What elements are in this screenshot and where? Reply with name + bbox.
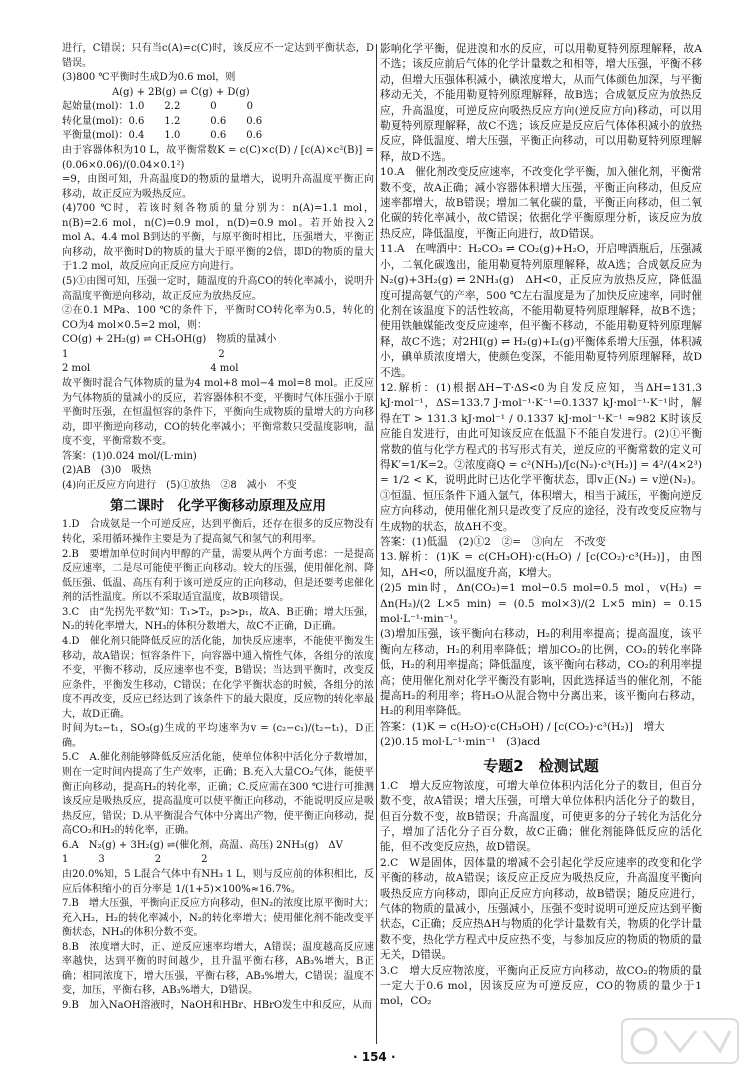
- left-column: [62, 42, 374, 1014]
- left-paragraph-14: 故平衡时混合气体物质的量为4 mol+8 mol−4 mol=8 mol。正反应为气体物质的量减小的反应，若容器体积不变，平衡时气体压强小于原平衡时压强，在恒温恒容的条件下，平衡向生成物质的量增大的方向移动，即平衡逆向移动，CO的转化率减小；平衡常数只受温度影响，温度不变，平衡常数不变。: [62, 377, 374, 448]
- left-paragraph-8: (4)700 ℃时，若该时刻各物质的量分别为：n(A)=1.1 mol，n(B)=2.6 mol，n(C)=0.9 mol，n(D)=0.9 mol。若开始投入2 mol A、4.4 mol B到达的平衡，与原平衡时相比，压强增大，平衡正向移动，故平衡时D的物质的量大于原平衡的2倍，即D的物质的量大于1.2 mol，故反应向正反应方向进行。: [62, 203, 374, 273]
- left-paragraph-10: ②在0.1 MPa、100 ℃的条件下，平衡时CO转化率为0.5，转化的CO为4 mol×0.5=2 mol，则：: [62, 305, 374, 331]
- left-paragraph-9: (5)①由图可知，压强一定时，随温度的升高CO的转化率减小，说明升高温度平衡逆向移动，故正反应为放热反应。: [62, 276, 374, 302]
- left-answer-paragraph-8: 由20.0%知，5 L混合气体中有NH₃ 1 L，则与反应前的体积相比，反应后体积缩小的百分率是 1/(1+5)×100%≈16.7%。: [62, 868, 374, 895]
- right-answer-paragraph-2: 3.C 增大反应物浓度，平衡向正反应方向移动，故CO₂的物质的量一定大于0.6 mol，因该反应为可逆反应，CO的物质的量少于1 mol，CO₂: [380, 964, 702, 1008]
- right-paragraph-8: 答案：(1)K = c(H₂O)·c(CH₃OH) / [c(CO₂)·c³(H₂)] 增大: [380, 720, 665, 733]
- right-paragraph-2: 11.A 在啤酒中：H₂CO₃ ⇌ CO₂(g)+H₂O，开启啤酒瓶后，压强减小，二氧化碳逸出，能用勒夏特列原理解释，故A选；合成氨反应为N₂(g)+3H₂(g) ⇌ 2NH₃(g) ΔH<0，正反应为放热反应，降低温度可提高氨气的产率，500 ℃左右温度是为了加快反应速率，同时催化剂在该温度下的活性较高，不能用勒夏特列原理解释，故B不选；使用铁触媒能改变反应速率，但平衡不移动，不能用勒夏特列原理解释，故C不选；对2HI(g) ⇌ H₂(g)+I₂(g)平衡体系增大压强，体积减小，碘单质浓度增大，使颜色变深，不能用勒夏特列原理解释，故D不选。: [380, 243, 702, 379]
- left-paragraph-7: =9，由图可知，升高温度D的物质的量增大，说明升高温度平衡正向移动，故正反应为吸热反应。: [62, 174, 374, 200]
- right-answers: [380, 779, 702, 1010]
- left-answer-paragraph-6: 6.A N₂(g) + 3H₂(g) ⇌(催化剂，高温、高压) 2NH₃(g) ΔV: [62, 839, 343, 851]
- left-answer-paragraph-11: 9.B 加入NaOH溶液时，NaOH和HBr、HBrO发生中和反应，从而: [62, 1000, 373, 1011]
- right-paragraph-0: 影响化学平衡，促进溴和水的反应，可以用勒夏特列原理解释，故A不选；该反应前后气体的化学计量数之和相等，增大压强，平衡不移动，但增大压强体积减小，碘浓度增大，从而气体颜色加深，与平衡移动无关，不能用勒夏特列原理解释，故B选；合成氨反应为放热反应，升高温度，可逆反应向吸热反应方向(逆反应方向)移动，可以用勒夏特列原理解释，故C不选；该反应是反应后气体体积减小的放热反应，降低温度、增大压强，平衡正向移动，可以用勒夏特列原理解释，故D不选。: [380, 43, 702, 163]
- right-answer-paragraph-1: 2.C W是固体，因体量的增减不会引起化学反应速率的改变和化学平衡的移动，故A错误；该反应正反应为吸热反应，升高温度平衡向吸热反应方向移动，即向正反应方向移动，故B错误；随反应进行，气体的物质的量减小，压强减小，压强不变时说明可逆反应达到平衡状态，C正确；反应热ΔH与物质的化学计量数有关，物质的化学计量数不变，热化学方程式中反应热不变，与参加反应的物质的物质的量无关，D错误。: [380, 856, 702, 962]
- left-paragraph-12: 1 2: [62, 348, 225, 360]
- left-answer-paragraph-7: 1 3 2 2: [62, 854, 208, 866]
- left-answer-paragraph-4: 时间为t₂−t₁，SO₃(g)生成的平均速率为v = (c₂−c₁)/(t₂−t₁)，D正确。: [62, 723, 374, 749]
- left-paragraph-17: (4)向正反应方向进行 (5)①放热 ②8 减小 不变: [62, 479, 297, 491]
- left-answer-paragraph-1: 2.B 要增加单位时间内甲醇的产量，需要从两个方面考虑：一是提高反应速率，二是尽可能使平衡正向移动。较大的压强，使用催化剂、降低压强、低温、高压有利于该可逆反应的正向移动，但是还要考虑催化剂的活性温度。所以不采取适宜温度，故B项错误。: [62, 548, 374, 604]
- right-paragraphs: [380, 42, 702, 751]
- chapter-test-heading: 专题2 检测试题: [483, 756, 599, 775]
- right-paragraph-5: 13.解析：(1)K = c(CH₃OH)·c(H₂O) / [c(CO₂)·c³(H₂)]，由图知，ΔH<0，所以温度升高，K增大。: [380, 551, 702, 579]
- watermark-logo: [620, 1015, 740, 1067]
- lesson-heading: 第二课时 化学平衡移动原理及应用: [110, 498, 326, 515]
- left-paragraph-16: (2)AB (3)0 吸热: [62, 465, 152, 477]
- left-paragraph-6: 由于容器体积为10 L，故平衡常数K = c(C)×c(D) / [c(A)×c²(B)] = (0.06×0.06)/(0.04×0.1²): [62, 144, 374, 171]
- page-number: · 154 ·: [353, 1050, 396, 1064]
- right-answer-paragraph-0: 1.C 增大反应物浓度，可增大单位体积内活化分子的数目，但百分数不变，故A错误；增大压强，可增大单位体积内活化分子的数目，但百分数不变，故B错误；升高温度，可使更多的分子转化为活化分子，增加了活化分子百分数，故C正确；催化剂能降低反应的活化能，但不改变反应热，故D错误。: [380, 779, 702, 854]
- left-answer-paragraph-5: 5.C A.催化剂能够降低反应活化能，使单位体积中活化分子数增加，则在一定时间内提高了生产效率，正确；B.充入大量CO₂气体，能使平衡正向移动，提高H₂的转化率，正确；C.反应需在300 ℃进行可推测该反应是吸热反应，提高温度可以使平衡正向移动，不能说明反应是吸热反应，错误；D.从平衡混合气体中分离出产物，使平衡正向移动，提高CO₂和H₂的转化率，正确。: [62, 752, 374, 837]
- right-paragraph-4: 答案：(1)低温 (2)①2 ②= ③向左 不改变: [380, 536, 606, 548]
- right-paragraph-3: 12.解析：(1)根据ΔH−T·ΔS<0为自发反应知，当ΔH=131.3 kJ·mol⁻¹，ΔS=133.7 J·mol⁻¹·K⁻¹=0.1337 kJ·mol⁻¹·K⁻¹时，解得在T > 131.3 kJ·mol⁻¹ / 0.1337 kJ·mol⁻¹·K⁻¹ ≈982 K时该反应能自发进行，由此可知该反应在低温下不能自发进行。(2)①平衡常数的值与化学方程式的书写形式有关，逆反应的平衡常数的定义可得K′=1/K=2。②浓度商Q = c²(NH₃)/[c(N₂)·c³(H₂)] = 4²/(4×2³) = 1/2 < K，说明此时已达化学平衡状态，即v正(N₂) = v逆(N₂)。③恒温、恒压条件下通入氩气，体积增大，相当于减压，平衡向逆反应方向移动，使用催化剂只是改变了反应的途径，没有改变反应物与生成物的状态，故ΔH不变。: [380, 381, 702, 533]
- left-paragraph-13: 2 mol 4 mol: [62, 363, 239, 375]
- right-column: [380, 42, 702, 1010]
- left-paragraph-4: 转化量(mol)：0.6 1.2 0.6 0.6: [62, 115, 263, 127]
- left-paragraphs: [62, 42, 374, 493]
- left-paragraph-0: 进行，C错误；只有当c(A)=c(C)时，该反应不一定达到平衡状态，D错误。: [62, 43, 374, 69]
- right-paragraph-7: (3)增加压强，该平衡向右移动，H₂的利用率提高；提高温度，该平衡向左移动，H₂的利用率降低；增加CO₂的比例，CO₂的转化率降低，H₂的利用率提高；降低温度，该平衡向右移动，CO₂的利用率提高；使用催化剂对化学平衡没有影响，因此选择适当的催化剂，不能提高H₂的利用率；将H₂O从混合物中分离出来，该平衡向右移动，H₂的利用率降低。: [380, 628, 702, 718]
- left-paragraph-11: CO(g) + 2H₂(g) ⇌ CH₃OH(g) 物质的量减小: [62, 334, 277, 346]
- left-answer-paragraph-2: 3.C 由“先拐先平数”知：T₁>T₂，p₂>p₁，故A、B正确；增大压强，N₂的转化率增大，NH₃的体积分数增大，故C不正确，D正确。: [62, 606, 374, 633]
- left-paragraph-3: 起始量(mol)：1.0 2.2 0 0: [62, 101, 254, 113]
- left-answer-paragraph-0: 1.D 合成氨是一个可逆反应，达到平衡后，还存在很多的反应物没有转化，采用循环操作主要是为了提高氮气和氢气的利用率。: [62, 519, 374, 545]
- left-paragraph-1: (3)800 ℃平衡时生成D为0.6 mol，则: [62, 72, 236, 84]
- right-paragraph-1: 10.A 催化剂改变反应速率，不改变化学平衡，加入催化剂，平衡常数不变，故A正确；减小容器体积增大压强，平衡正向移动，但反应速率都增大，故B错误；增加二氧化碳的量，平衡正向移动，但二氧化碳的转化率减小，故C错误；依据化学平衡原理分析，该反应为放热反应，降低温度，平衡正向进行，故D错误。: [380, 166, 702, 240]
- left-answer-paragraph-10: 8.B 浓度增大时，正、逆反应速率均增大，A错误；温度越高反应速率越快，达到平衡的时间越少，且升温平衡右移，AB₃%增大，B正确；相同浓度下，增大压强，平衡右移，AB₃%增大，C错误；温度不变，加压，平衡右移，AB₃%增大，D错误。: [62, 941, 374, 997]
- left-paragraph-15: 答案：(1)0.024 mol/(L·min): [62, 450, 197, 462]
- left-answer-paragraph-3: 4.D 催化剂只能降低反应的活化能，加快反应速率，不能使平衡发生移动，故A错误；恒容条件下，向容器中通入惰性气体，各组分的浓度不变，平衡不移动，反应速率也不变，B错误；当达到平衡时，改变反应条件，平衡发生移动，C错误；在化学平衡状态的时候，各组分的浓度不再改变，反应已经达到了该条件下的最大限度，反应物的转化率最大，故D正确。: [62, 635, 374, 720]
- left-answers: [62, 518, 374, 1013]
- left-paragraph-2: A(g) + 2B(g) ⇌ C(g) + D(g): [62, 86, 250, 98]
- column-divider: [376, 44, 377, 1044]
- left-answer-paragraph-9: 7.B 增大压强，平衡向正反应方向移动，但N₂的浓度比原平衡时大；充入H₂，H₂的转化率减小，N₂的转化率增大；使用催化剂不能改变平衡状态，NH₃的体积分数不变。: [62, 898, 374, 939]
- right-paragraph-9: (2)0.15 mol·L⁻¹·min⁻¹ (3)acd: [380, 736, 541, 749]
- right-paragraph-6: (2)5 min时，Δn(CO₂)=1 mol−0.5 mol=0.5 mol，v(H₂) = Δn(H₂)/(2 L×5 min) = (0.5 mol×3)/(2 L×5 min) = 0.15 mol·L⁻¹·min⁻¹。: [380, 582, 702, 626]
- left-paragraph-5: 平衡量(mol)：0.4 1.0 0.6 0.6: [62, 130, 263, 142]
